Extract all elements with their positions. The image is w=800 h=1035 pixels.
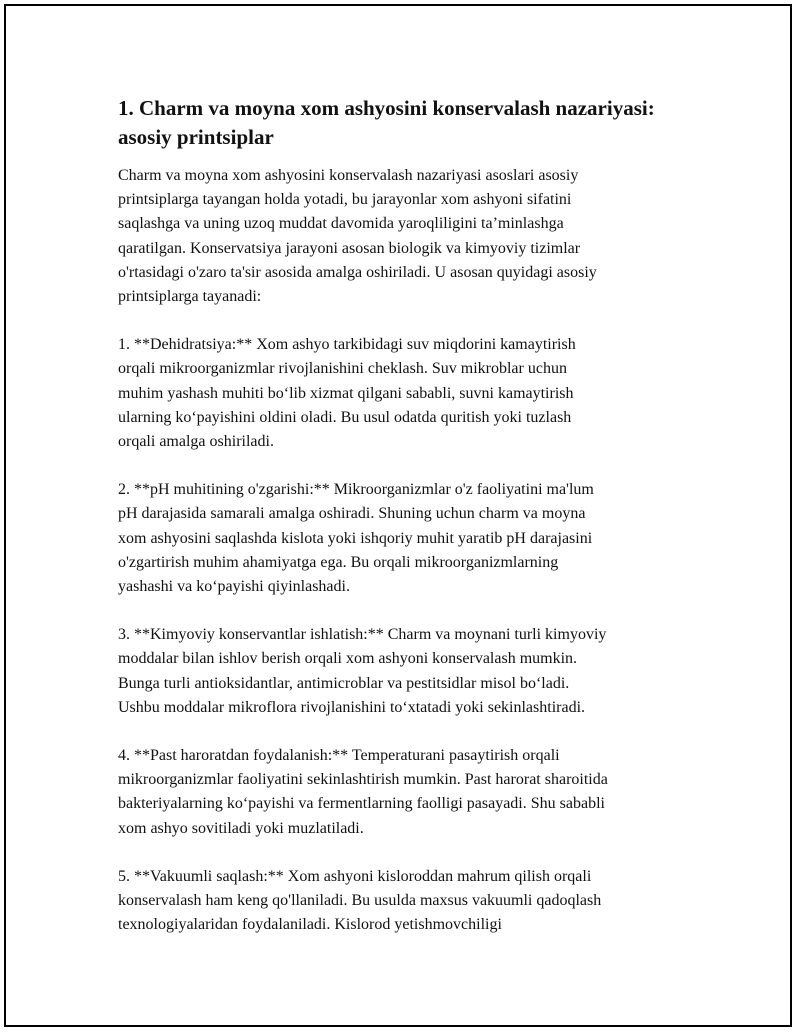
principle-chemical-preservatives: 3. **Kimyoviy konservantlar ishlatish:** Charm va moynani turli kimyoviy moddalar bilan ishlov berish orqali xom ashyoni konservalash mumkin. Bunga turli antioksidantlar, antimicroblar va pestitsidlar misol bo‘ladi. Ushbu moddalar mikroflora rivojlanishini to‘xtatadi yoki sekinlashtiradi.: [118, 626, 607, 716]
document-body: [118, 94, 698, 961]
principle-dehydration: 1. **Dehidratsiya:** Xom ashyo tarkibidagi suv miqdorini kamaytirish orqali mikroorganizmlar rivojlanishini cheklash. Suv mikroblar uchun muhim yashash muhiti bo‘lib xizmat qilgani sababli, suvni kamaytirish ularning ko‘payishini oldini oladi. Bu usul odatda quritish yoki tuzlash orqali amalga oshiriladi.: [118, 336, 576, 451]
section-title: 1. Charm va moyna xom ashyosini konservalash nazariyasi: asosiy printsiplar: [118, 96, 655, 149]
intro-paragraph: Charm va moyna xom ashyosini konservalash nazariyasi asoslari asosiy printsiplarga tayangan holda yotadi, bu jarayonlar xom ashyoni sifatini saqlashga va uning uzoq muddat davomida yaroqliligini ta’minlashga qaratilgan. Konservatsiya jarayoni asosan biologik va kimyoviy tizimlar o'rtasidagi o'zaro ta'sir asosida amalga oshiriladi. U asosan quyidagi asosiy printsiplarga tayanadi:: [118, 167, 597, 306]
principle-low-temperature: 4. **Past haroratdan foydalanish:** Temperaturani pasaytirish orqali mikroorganizmlar faoliyatini sekinlashtirish mumkin. Past harorat sharoitida bakteriyalarning ko‘payishi va fermentlarning faolligi pasayadi. Shu sababli xom ashyo sovitiladi yoki muzlatiladi.: [118, 747, 608, 837]
principle-vacuum-storage: 5. **Vakuumli saqlash:** Xom ashyoni kisloroddan mahrum qilish orqali konservalash ham keng qo'llaniladi. Bu usulda maxsus vakuumli qadoqlash texnologiyalaridan foydalaniladi. Kislorod yetishmovchiligi: [118, 867, 602, 934]
principle-ph-change: 2. **pH muhitining o'zgarishi:** Mikroorganizmlar o'z faoliyatini ma'lum pH darajasida samarali amalga oshiradi. Shuning uchun charm va moyna xom ashyosini saqlashda kislota yoki ishqoriy muhit yaratib pH darajasini o'zgartirish muhim ahamiyatga ega. Bu orqali mikroorganizmlarning yashashi va ko‘payishi qiyinlashadi.: [118, 481, 594, 596]
